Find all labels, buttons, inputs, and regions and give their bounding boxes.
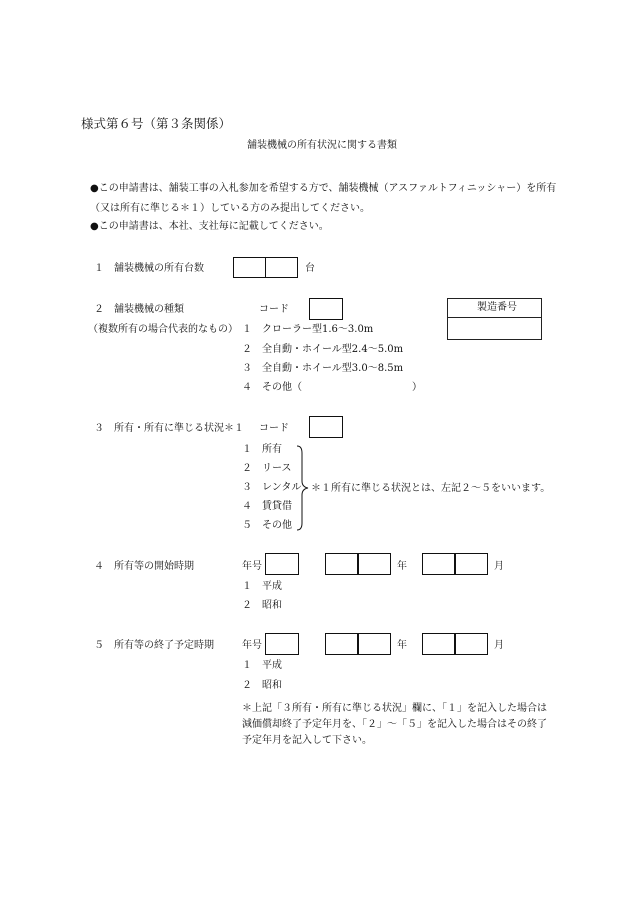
ownership-option-4: ４ 賃貸借 (242, 501, 292, 512)
note-bullet-1-line-1: ●この申請書は、舗装工事の入札参加を希望する方で、舗装機械（アスファルトフィニッシャー）を所有 (90, 183, 557, 194)
unit-label: 台 (305, 263, 315, 274)
right-brace-icon (295, 445, 311, 531)
ownership-code-box[interactable] (309, 416, 343, 438)
section-1-label: １ 舗装機械の所有台数 (94, 263, 204, 274)
note-bullet-1-line-2: （又は所有に準じる＊１）している方のみ提出してください。 (90, 203, 370, 214)
section-5-month-label: 月 (494, 640, 504, 651)
end-month-divider (454, 633, 456, 655)
ownership-option-3: ３ レンタル (242, 482, 302, 493)
section-4-month-label: 月 (494, 561, 504, 572)
start-era-option-1: １ 平成 (242, 581, 282, 592)
serial-number-header: 製造番号 (477, 302, 517, 313)
section-5-era-label: 年号 (242, 640, 262, 651)
end-era-option-2: ２ 昭和 (242, 680, 282, 691)
closing-note-line-3: 予定年月を記入して下さい。 (242, 735, 372, 746)
end-year-divider (357, 633, 359, 655)
ownership-option-2: ２ リース (242, 463, 292, 474)
start-year-divider (357, 553, 359, 575)
machine-type-code-box[interactable] (309, 298, 343, 320)
end-era-box[interactable] (265, 633, 299, 655)
ownership-option-5: ５ その他 (242, 520, 292, 531)
machine-type-option-2: ２ 全自動・ホイール型2.4～5.0m (242, 344, 404, 355)
machine-type-option-3: ３ 全自動・ホイール型3.0～8.5m (242, 363, 404, 374)
closing-note-line-1: ＊上記「３所有・所有に準じる状況」欄に、「１」を記入した場合は (242, 703, 547, 714)
section-4-era-label: 年号 (242, 561, 262, 572)
ownership-footnote: ＊１所有に準じる状況とは、左記２～５をいいます。 (311, 483, 551, 494)
section-4-year-label: 年 (397, 561, 407, 572)
section-4-label: ４ 所有等の開始時期 (94, 561, 194, 572)
start-era-box[interactable] (265, 553, 299, 575)
page-title: 舗装機械の所有状況に関する書類 (247, 140, 397, 151)
machine-count-tens-box[interactable] (233, 257, 266, 278)
section-3-code-label: コード (259, 423, 289, 434)
serial-number-input[interactable] (448, 319, 541, 339)
section-2-code-label: コード (259, 304, 289, 315)
closing-note-line-2: 減価償却終了予定年月を、「２」～「５」を記入した場合はその終了 (242, 719, 547, 730)
machine-type-option-4: ４ その他（ ） (242, 382, 422, 393)
section-2-sublabel: （複数所有の場合代表的なもの） (88, 324, 238, 335)
form-number: 様式第６号（第３条関係） (81, 116, 232, 131)
section-5-year-label: 年 (397, 640, 407, 651)
section-3-label: ３ 所有・所有に準じる状況＊１ (94, 423, 244, 434)
start-month-divider (454, 553, 456, 575)
end-era-option-1: １ 平成 (242, 660, 282, 671)
start-era-option-2: ２ 昭和 (242, 600, 282, 611)
machine-type-option-1: １ クローラー型1.6～3.0m (242, 324, 374, 335)
ownership-option-1: １ 所有 (242, 444, 282, 455)
machine-count-ones-box[interactable] (265, 257, 298, 278)
note-bullet-2: ●この申請書は、本社、支社毎に記載してください。 (90, 221, 329, 232)
section-2-label: ２ 舗装機械の種類 (94, 304, 184, 315)
section-5-label: ５ 所有等の終了予定時期 (94, 640, 214, 651)
